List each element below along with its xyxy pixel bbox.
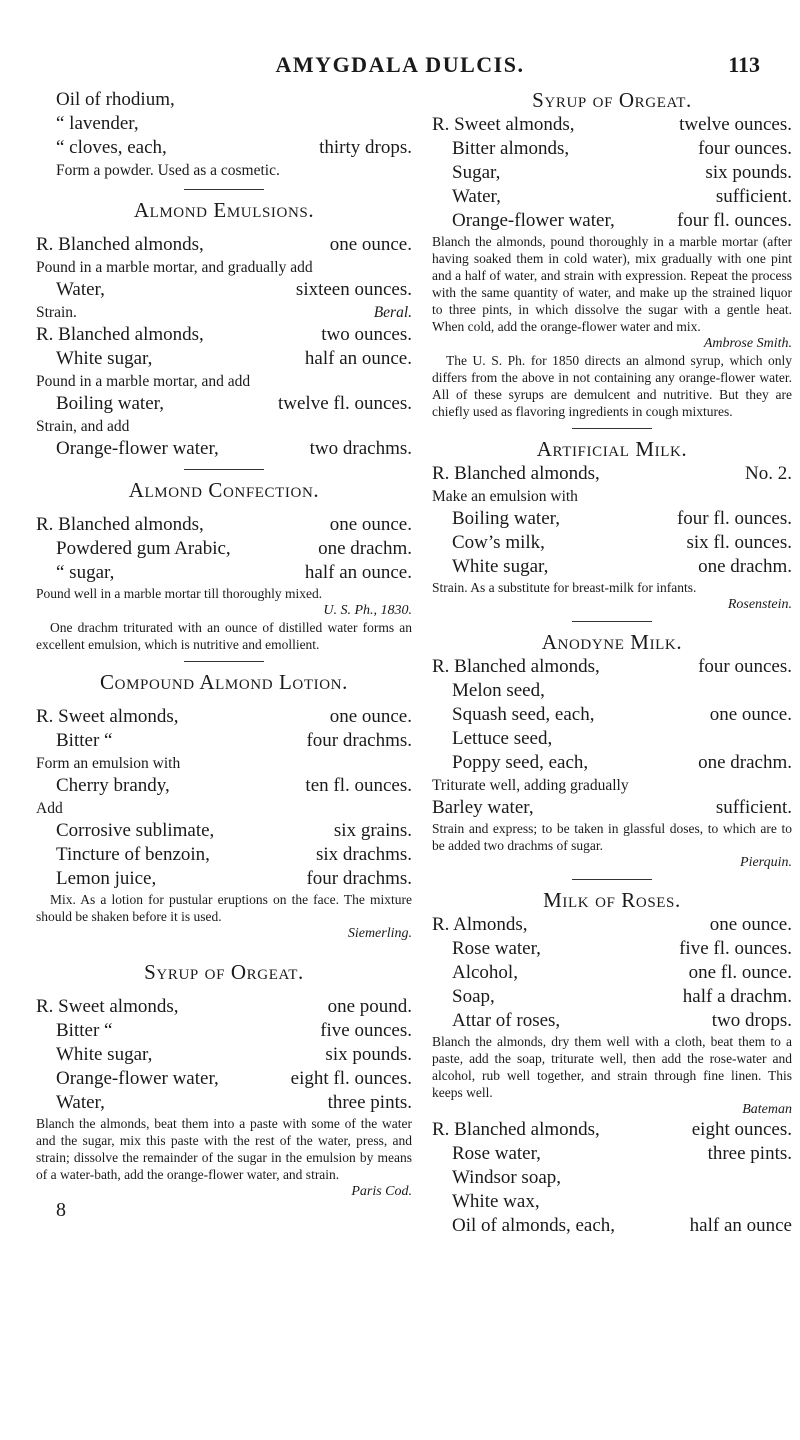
recipe-row: R. Blanched almonds, four ounces.: [432, 656, 792, 677]
syrup-of-orgeat-section: [36, 960, 412, 1220]
instruction: Strain, and add: [36, 418, 130, 435]
recipe-row: Bitter “ four drachms.: [56, 730, 412, 751]
artificial-milk-section: [432, 437, 792, 613]
recipe-row: Oil of rhodium,: [56, 89, 175, 110]
recipe-row: Lettuce seed,: [452, 728, 553, 749]
recipe-row: Barley water, sufficient.: [432, 797, 792, 818]
recipe-row: “ sugar, half an ounce.: [56, 562, 412, 583]
attribution: Paris Cod.: [351, 1184, 412, 1199]
recipe-row: Water, sufficient.: [452, 186, 792, 207]
recipe-row: Tincture of benzoin, six drachms.: [56, 844, 412, 865]
section-heading: Compound Almond Lotion.: [100, 670, 348, 694]
recipe-row: R. Sweet almonds, one ounce.: [36, 706, 412, 727]
attribution: Rosenstein.: [727, 597, 792, 612]
divider: [184, 189, 264, 190]
recipe-row: Melon seed,: [452, 680, 545, 701]
paragraph: The U. S. Ph. for 1850 directs an almond syrup, which only differs from the above in not containing any orange-flower water. All of these syrups are demulcent and nutritive. But they are chiefly used as flavoring ingredients in cough mixtures.: [432, 353, 792, 419]
milk-of-roses-section: [432, 888, 792, 1238]
instruction: Pound in a marble mortar, and gradually add: [36, 259, 313, 276]
recipe-row: Cow’s milk, six fl. ounces.: [452, 532, 792, 553]
signature-mark: 8: [56, 1199, 66, 1221]
recipe-row: Orange-flower water, four fl. ounces.: [452, 210, 792, 231]
running-title: AMYGDALA DULCIS.: [275, 52, 525, 77]
left-column: [36, 88, 412, 1220]
instruction: Make an emulsion with: [432, 488, 578, 505]
recipe-row: R. Almonds, one ounce.: [432, 914, 792, 935]
page-header: [0, 52, 800, 82]
attribution: Ambrose Smith.: [703, 336, 792, 351]
instruction: Form an emulsion with: [36, 755, 181, 772]
recipe-row: Soap, half a drachm.: [452, 986, 792, 1007]
recipe-row: Orange-flower water, eight fl. ounces.: [56, 1068, 412, 1089]
recipe-row: R. Blanched almonds, one ounce.: [36, 514, 412, 535]
recipe-row: Sugar, six pounds.: [452, 162, 792, 183]
section-heading: Anodyne Milk.: [541, 630, 683, 654]
recipe-row: Cherry brandy, ten fl. ounces.: [56, 775, 412, 796]
recipe-row: “ cloves, each, thirty drops.: [56, 137, 412, 158]
attribution: U. S. Ph., 1830.: [323, 603, 412, 618]
paragraph: Mix. As a lotion for pustular eruptions on the face. The mixture should be shaken before it is used.: [36, 892, 412, 924]
almond-emulsions-section: [36, 198, 412, 461]
recipe-row: Powdered gum Arabic, one drachm.: [56, 538, 412, 559]
attribution: Pierquin.: [740, 855, 792, 870]
section-heading: Artificial Milk.: [536, 437, 688, 461]
recipe-row: “ lavender,: [56, 113, 139, 134]
section-heading: Almond Confection.: [128, 478, 320, 502]
recipe-row: Alcohol, one fl. ounce.: [452, 962, 792, 983]
recipe-row: Rose water, three pints.: [452, 1143, 792, 1164]
page-number: 113: [728, 52, 760, 77]
syrup-of-orgeat-section-2: [432, 88, 792, 420]
recipe-row: Strain. Beral.: [36, 304, 412, 321]
section-heading: Milk of Roses.: [543, 888, 681, 912]
recipe-row: White sugar, six pounds.: [56, 1044, 412, 1065]
recipe-row: Water, three pints.: [56, 1092, 412, 1113]
recipe-row: R. Sweet almonds, one pound.: [36, 996, 412, 1017]
rhodium-recipe: [36, 88, 412, 181]
recipe-row: Lemon juice, four drachms.: [56, 868, 412, 889]
recipe-row: Bitter almonds, four ounces.: [452, 138, 792, 159]
attribution: Siemerling.: [347, 926, 412, 941]
instruction: Form a powder. Used as a cosmetic.: [56, 162, 280, 179]
divider: [572, 428, 652, 429]
recipe-row: Boiling water, four fl. ounces.: [452, 508, 792, 529]
attribution: Bateman: [742, 1102, 792, 1117]
recipe-row: Corrosive sublimate, six grains.: [56, 820, 412, 841]
paragraph: One drachm triturated with an ounce of distilled water forms an excellent emulsion, which is nutritive and emollient.: [36, 620, 412, 652]
recipe-row: Squash seed, each, one ounce.: [452, 704, 792, 725]
instruction: Pound in a marble mortar, and add: [36, 373, 251, 390]
recipe-row: Poppy seed, each, one drachm.: [452, 752, 792, 773]
recipe-row: R. Blanched almonds, one ounce.: [36, 234, 412, 255]
instruction: Triturate well, adding gradually: [432, 777, 629, 794]
instruction: Add: [36, 800, 63, 817]
recipe-row: Oil of almonds, each, half an ounce: [452, 1215, 792, 1236]
instruction: Pound well in a marble mortar till thoroughly mixed.: [36, 586, 323, 601]
recipe-row: Water, sixteen ounces.: [56, 279, 412, 300]
recipe-row: R. Blanched almonds, eight ounces.: [432, 1119, 792, 1140]
recipe-row: R. Blanched almonds, No. 2.: [432, 463, 792, 484]
section-heading: Syrup of Orgeat.: [532, 88, 692, 112]
right-column: [432, 88, 792, 1238]
recipe-row: Rose water, five fl. ounces.: [452, 938, 792, 959]
paragraph: Blanch the almonds, pound thoroughly in a marble mortar (after having soaked them in cold water), mix gradually with one pint and a half of water, and strain with expression. Repeat the process with the same quantity of water, and make up the strained liquor to three pints, in which dissolve the sugar with a gentle heat. When cold, add the orange-flower water and mix.: [432, 234, 792, 334]
recipe-row: R. Blanched almonds, two ounces.: [36, 324, 412, 345]
divider: [184, 469, 264, 470]
recipe-row: Orange-flower water, two drachms.: [56, 438, 412, 459]
divider: [572, 621, 652, 622]
recipe-row: Attar of roses, two drops.: [452, 1010, 792, 1031]
divider: [572, 879, 652, 880]
anodyne-milk-section: [432, 630, 792, 871]
compound-almond-lotion-section: [36, 670, 412, 942]
recipe-row: White sugar, one drachm.: [452, 556, 792, 577]
recipe-row: White sugar, half an ounce.: [56, 348, 412, 369]
paragraph: Strain. As a substitute for breast-milk for infants.: [432, 580, 697, 595]
recipe-row: White wax,: [452, 1191, 540, 1212]
recipe-row: Bitter “ five ounces.: [56, 1020, 412, 1041]
section-heading: Syrup of Orgeat.: [144, 960, 304, 984]
recipe-row: Windsor soap,: [452, 1167, 561, 1188]
almond-confection-section: [36, 478, 412, 653]
divider: [184, 661, 264, 662]
paragraph: Strain and express; to be taken in glassful doses, to which are to be added two drachms of sugar.: [432, 821, 792, 853]
recipe-row: R. Sweet almonds, twelve ounces.: [432, 114, 792, 135]
section-heading: Almond Emulsions.: [133, 198, 315, 222]
recipe-row: Boiling water, twelve fl. ounces.: [56, 393, 412, 414]
paragraph: Blanch the almonds, beat them into a paste with some of the water and the sugar, mix this paste with the rest of the water, press, and strain; dissolve the remainder of the sugar in the emulsion by means of a water-bath, add the orange-flower water, and strain.: [36, 1116, 412, 1182]
paragraph: Blanch the almonds, dry them well with a cloth, beat them to a paste, add the soap, triturate well, then add the rose-water and alcohol, rub well together, and strain through fine linen. This keeps well.: [432, 1034, 792, 1100]
